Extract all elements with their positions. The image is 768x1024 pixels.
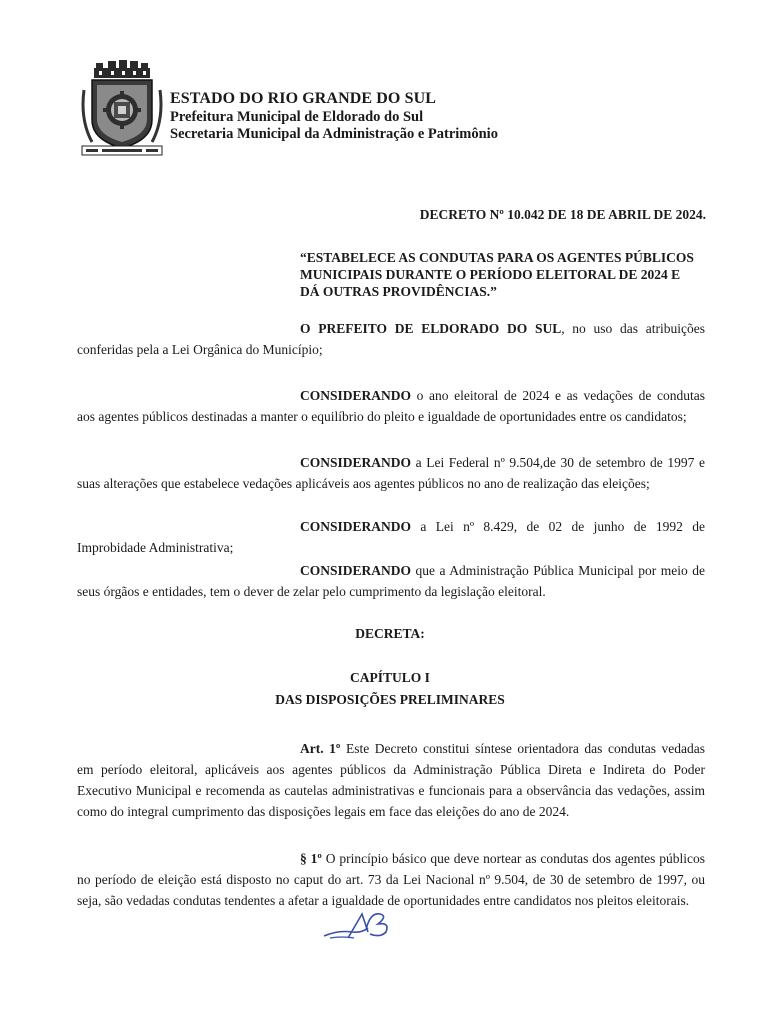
chapter-title: DAS DISPOSIÇÕES PRELIMINARES (275, 692, 505, 707)
considering-text: seus órgãos e entidades, tem o dever de zelar pelo cumprimento da legislação eleitoral. (77, 584, 546, 599)
considering-label: CONSIDERANDO (300, 519, 412, 534)
paragraph-text: no período de eleição está disposto no caput do art. 73 da Lei Nacional nº 9.504, de 30 de setembro de 1997, ou (77, 872, 705, 887)
decreta-heading: DECRETA: (355, 626, 425, 641)
decree-summary (300, 249, 720, 300)
handwritten-initials (318, 908, 398, 944)
paragraph-1 (77, 848, 705, 911)
municipal-coat-of-arms (78, 60, 166, 158)
considering-label: CONSIDERANDO (300, 563, 412, 578)
article-text: como do integral cumprimento das disposições legais em face das eleições do ano de 2024. (77, 804, 570, 819)
considering-text: a Lei Federal nº 9.504,de 30 de setembro de 1997 e (411, 455, 705, 470)
preamble-text: conferidas pela a Lei Orgânica do Município; (77, 342, 323, 357)
article-text: em período eleitoral, aplicáveis aos agentes públicos da Administração Pública Direta e Indireta do Poder (77, 762, 705, 777)
considering-paragraph (77, 516, 705, 558)
considering-label: CONSIDERANDO (300, 388, 412, 403)
decree-title: DECRETO Nº 10.042 DE 18 DE ABRIL DE 2024. (419, 207, 706, 222)
article-1 (77, 738, 705, 822)
considering-paragraph (77, 560, 705, 602)
chapter-number: CAPÍTULO I (350, 670, 430, 685)
article-text: Executivo Municipal e recomenda as cautelas administrativas e funcionais para a observância das vedações, assim (77, 783, 705, 798)
prefecture-name: Prefeitura Municipal de Eldorado do Sul (170, 109, 424, 125)
considering-text: suas alterações que estabelece vedações aplicáveis aos agentes públicos no ano de realização das eleições; (77, 476, 650, 491)
summary-line: DÁ OUTRAS PROVIDÊNCIAS.” (300, 284, 497, 299)
paragraph-label: § 1º (300, 851, 322, 866)
preamble-text: , no uso das atribuições (561, 321, 705, 336)
considering-text: aos agentes públicos destinadas a manter o equilíbrio do pleito e igualdade de oportunidades entre os candidatos; (77, 409, 687, 424)
considering-text: Improbidade Administrativa; (77, 540, 234, 555)
paragraph-text: O princípio básico que deve nortear as condutas dos agentes públicos (321, 851, 705, 866)
mayor-title: O PREFEITO DE ELDORADO DO SUL (300, 321, 562, 336)
considering-text: que a Administração Pública Municipal por meio de (411, 563, 705, 578)
considering-text: a Lei nº 8.429, de 02 de junho de 1992 de (411, 519, 705, 534)
paragraph-text: seja, são vedadas condutas tendentes a afetar a igualdade de oportunidades entre candidatos nos pleitos eleitorais. (77, 893, 690, 908)
secretariat-name: Secretaria Municipal da Administração e Patrimônio (170, 126, 498, 142)
considering-text: o ano eleitoral de 2024 e as vedações de condutas (411, 388, 705, 403)
preamble-paragraph (77, 318, 705, 360)
article-text: Este Decreto constitui síntese orientadora das condutas vedadas (340, 741, 706, 756)
state-name: ESTADO DO RIO GRANDE DO SUL (170, 90, 436, 107)
summary-line: MUNICIPAIS DURANTE O PERÍODO ELEITORAL DE 2024 E (300, 267, 681, 282)
considering-paragraph (77, 452, 705, 494)
considering-paragraph (77, 385, 705, 427)
letterhead (170, 89, 498, 143)
summary-line: “ESTABELECE AS CONDUTAS PARA OS AGENTES PÚBLICOS (300, 250, 694, 265)
article-label: Art. 1º (300, 741, 341, 756)
considering-label: CONSIDERANDO (300, 455, 412, 470)
